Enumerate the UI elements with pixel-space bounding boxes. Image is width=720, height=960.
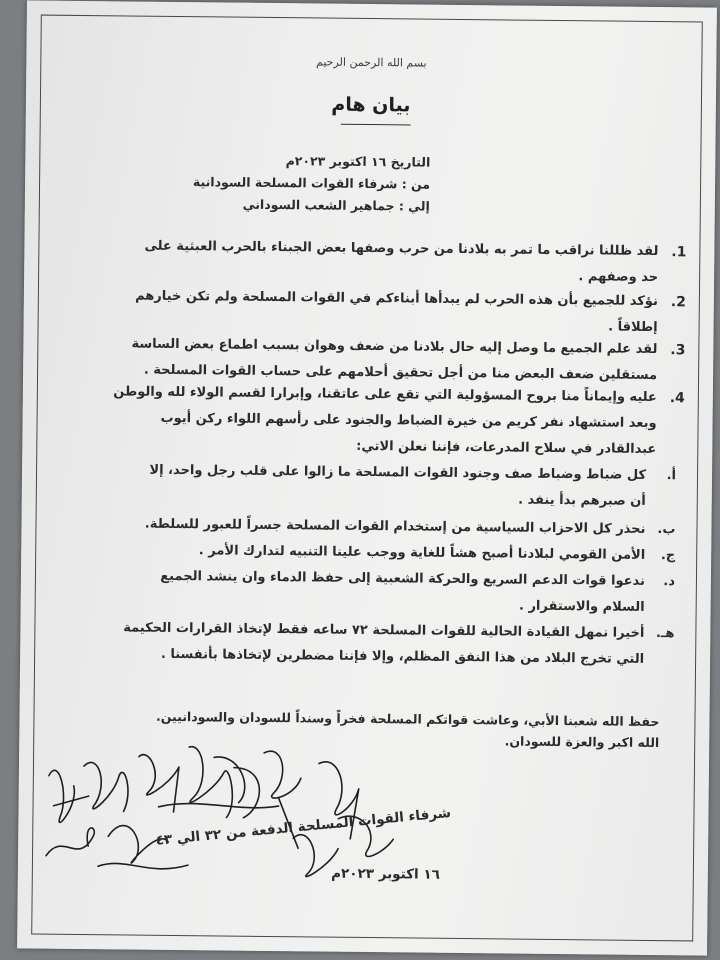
sub-item-line: الأمن القومي لبلادنا أصبح هشاً للغاية ووجب علينا التنبيه لتدارك الأمر . <box>198 543 646 563</box>
sub-item-letter: أ. <box>666 468 677 484</box>
sub-item-line: ندعوا قوات الدعم السريع والحركة الشعبية إلى حفظ الدماء وان ينشد الجميع <box>160 568 646 589</box>
sub-item-letter: هـ. <box>655 626 675 642</box>
item-number: 4. <box>669 390 685 407</box>
item-line: وبعد استشهاد نفر كريم من خيرة الضباط والجنود على رأسهم اللواء ركن أيوب <box>160 410 657 432</box>
item-number: 1. <box>671 244 687 261</box>
item-line: إطلاقاً . <box>608 319 658 336</box>
closing-line: حفظ الله شعبنا الأبي، وعاشت قواتكم المسلحة فخراً وسنداً للسودان والسودانيين. <box>155 708 660 730</box>
from-line: من : شرفاء القوات المسلحة السودانية <box>192 174 431 192</box>
item-line: نؤكد للجميع بأن هذه الحرب لم يبدأها أبناءكم في القوات المسلحة ولم تكن خيارهم <box>135 288 658 310</box>
sub-item-letter: ب. <box>657 522 676 538</box>
sub-item-line: كل ضباط وضباط صف وجنود القوات المسلحة ما زالوا على قلب رجل واحد، إلا <box>149 462 647 483</box>
sub-item-line: أخيرا نمهل القيادة الحالية للقوات المسلحة ٧٢ ساعه فقط لإتخاذ القرارات الحكيمة <box>123 620 645 641</box>
item-line: لقد علم الجميع ما وصل إليه حال بلادنا من ضعف وهوان بسبب اطماع بعض الساسة <box>131 336 658 358</box>
item-line: مستقلين ضعف البعض منا من أجل تحقيق أحلامهم على حساب القوات المسلحة . <box>143 362 658 384</box>
item-line: عليه وإيماناً منا بروح المسؤولية التي تقع على عاتقنا، وإبرارا لقسم الولاء لله والوطن <box>113 384 657 406</box>
item-line: حد وصفهم . <box>578 269 659 286</box>
to-line: إلي : جماهير الشعب السوداني <box>242 196 430 214</box>
item-line: عبدالقادر في سلاح المدرعات، فإننا نعلن الاتي: <box>356 438 657 458</box>
sub-item-ha <box>64 615 673 673</box>
sub-item-letter: د. <box>663 574 676 590</box>
signature-line-units: شرفاء القوات المسلحة الدفعة من ٣٢ الي ٤٣ <box>154 804 452 849</box>
item-number: 3. <box>670 342 686 359</box>
document-page <box>17 0 717 955</box>
signature-line-date: ١٦ اكتوبر ٢٠٢٣م <box>331 865 440 883</box>
document-title: بيان هام <box>331 93 411 117</box>
sub-item-line: أن صبرهم بدأ ينفد . <box>518 492 646 509</box>
item-number: 2. <box>670 294 686 311</box>
numbered-item-4 <box>62 379 683 463</box>
date-line: التاريخ ١٦ اكتوبر ٢٠٢٣م <box>285 153 431 170</box>
sub-item-line: نحذر كل الاحزاب السياسية من إستخدام القوات المسلحة جسراً للعبور للسلطة. <box>144 516 646 537</box>
item-line: لقد ظللنا نراقب ما تمر به بلادنا من حرب وصفها بعض الجبناء بالحرب العبثية على <box>144 238 659 260</box>
sub-item-line: التي تخرج البلاد من هذا النفق المظلم، وإلا فإننا مضطرين لإتخاذها بأنفسنا . <box>160 646 645 667</box>
closing-line: الله اكبر والعزة للسودان. <box>504 733 660 751</box>
sub-item-dal <box>65 563 674 621</box>
sub-item-alif <box>66 457 675 515</box>
sub-item-line: السلام والاستقرار . <box>518 598 645 615</box>
basmala: بسم الله الرحمن الرحيم <box>316 55 427 70</box>
sub-item-letter: ج. <box>660 548 676 564</box>
numbered-item-1 <box>64 233 685 291</box>
